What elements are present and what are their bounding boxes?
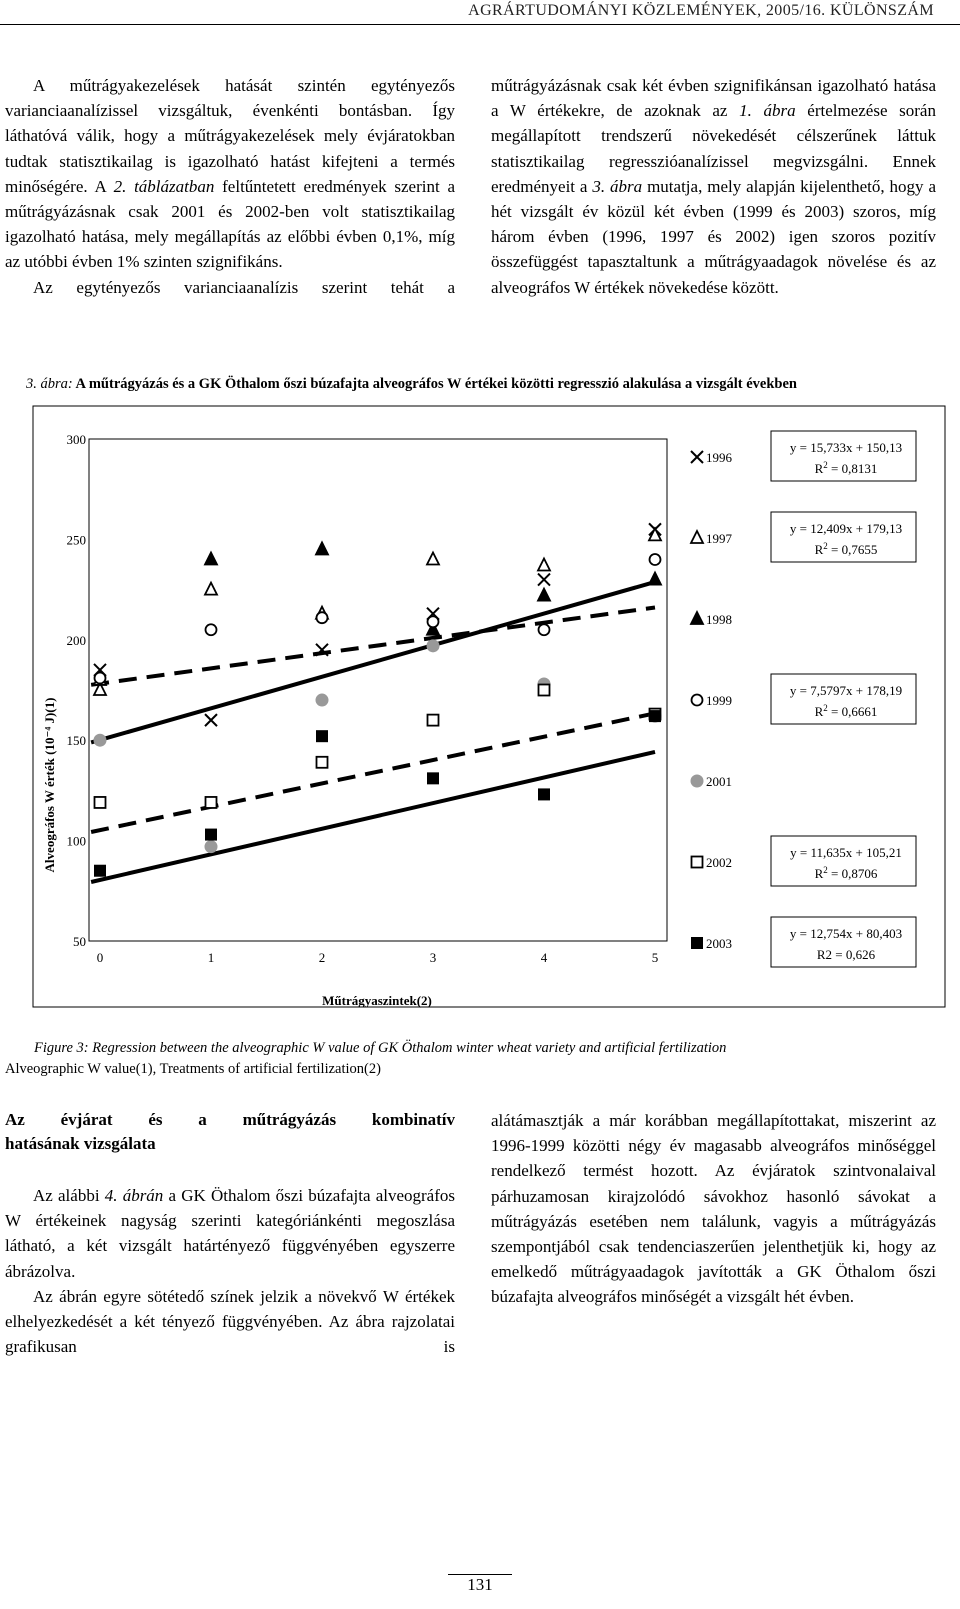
y-tick-label-250: 250 <box>66 532 86 548</box>
data-point-2002-4 <box>539 685 550 696</box>
data-point-2003-1 <box>205 829 217 841</box>
data-point-2001-1-shape <box>205 841 217 853</box>
header-rule <box>0 24 960 25</box>
data-point-1996-1 <box>205 714 217 726</box>
data-point-2001-0 <box>94 734 106 746</box>
paragraph-1-text: A műtrágyakezelések hatását szintén egytényezős varianciaanalízissel vizsgáltuk, évenkénti bontásban. Így láthatóvá válik, hogy a műtrágyakezelések mely évjáratokban tudtak statisztikailag is igazolható hatást kifejteni a termés minőségére. A <box>5 76 455 196</box>
legend-marker-1996-shape <box>691 451 703 463</box>
trendline-1999 <box>91 607 655 684</box>
left-column-bottom <box>5 1183 455 1359</box>
data-point-1999-3 <box>428 616 439 627</box>
paragraph-3-text-b: értelmezése során megállapított trendszerű növekedését célszerűnek láttuk statisztikailag regresszióanalízissel megvizsgálni. Ennek eredményeit a <box>491 101 936 196</box>
legend-marker-1998 <box>691 612 703 624</box>
data-point-2001-2 <box>316 694 328 706</box>
legend-label-1997: 1997 <box>706 531 732 546</box>
data-point-1999-0 <box>95 672 106 683</box>
data-point-2001-2-shape <box>316 694 328 706</box>
y-tick-label-300: 300 <box>66 432 86 447</box>
x-tick-label-3: 3 <box>429 950 437 965</box>
table-reference: 2. táblázatban <box>113 176 215 196</box>
data-point-1997-2-shape <box>205 583 217 595</box>
equation-1997: y = 12,409x + 179,13 <box>789 521 903 536</box>
data-point-1997-2 <box>205 583 217 595</box>
legend-marker-2001 <box>691 775 703 787</box>
data-point-1999-1 <box>206 624 217 635</box>
data-point-2003-2 <box>316 730 328 742</box>
legend-label-1999: 1999 <box>706 693 732 708</box>
paragraph-4-text-a: Az alábbi <box>33 1186 105 1205</box>
y-tick-label-200: 200 <box>66 632 86 648</box>
data-point-1998-0 <box>205 552 217 564</box>
x-tick-label-1: 1 <box>207 950 215 965</box>
equation-1996: y = 15,733x + 150,13 <box>789 440 903 455</box>
data-point-2003-5-shape <box>649 710 661 722</box>
data-point-1998-3 <box>538 589 550 601</box>
data-point-2003-3-shape <box>427 772 439 784</box>
data-point-2002-1-shape <box>206 797 217 808</box>
legend-marker-1997-shape <box>691 531 703 543</box>
data-point-1998-4 <box>649 573 661 585</box>
data-point-1996-4 <box>538 574 550 586</box>
data-point-1997-4 <box>427 552 439 564</box>
paragraph-3-text-a: műtrágyázásnak csak két évben szignifikánsan igazolható hatása a W értékekre, de azoknak az <box>491 76 936 121</box>
paragraph-5: Az ábrán egyre sötétedő színek jelzik a növekvő W értékek elhelyezkedését a két tényező függvényében. Az ábra rajzolatai grafikusan is <box>5 1286 455 1357</box>
legend-marker-1999 <box>692 695 703 706</box>
data-point-2003-0 <box>94 865 106 877</box>
data-point-2002-2 <box>317 757 328 768</box>
y-tick-label-50: 50 <box>73 934 86 949</box>
legend-marker-2002 <box>692 857 703 868</box>
paragraph-1 <box>5 73 455 275</box>
x-tick-label-2: 2 <box>318 950 326 965</box>
legend-label-2003: 2003 <box>706 936 732 951</box>
legend-marker-2002-shape <box>692 857 703 868</box>
data-point-1997-5-shape <box>538 559 550 571</box>
equation-1999: y = 7,5797x + 178,19 <box>789 683 903 698</box>
data-point-2003-5 <box>649 710 661 722</box>
r-squared-1999: $R^2 = 0,6661$ <box>814 703 878 719</box>
y-tick-label-100: 100 <box>66 833 86 849</box>
left-column-top <box>5 73 455 300</box>
data-point-1999-4 <box>539 624 550 635</box>
equation-2002: y = 11,635x + 105,21 <box>790 845 902 860</box>
figure-reference-3: 3. ábra <box>592 176 643 196</box>
data-point-1999-0-shape <box>95 672 106 683</box>
data-point-2003-4-shape <box>538 788 550 800</box>
section-title-line-1: Az évjárat és a műtrágyázás kombinatív <box>5 1110 455 1129</box>
r-squared-1996: $R^2 = 0,8131$ <box>814 460 878 476</box>
data-point-1997-4-shape <box>427 552 439 564</box>
data-point-2003-0-shape <box>94 865 106 877</box>
r-squared-2003: R2 = 0,626 <box>816 947 876 962</box>
figure-caption-en-legend: Alveographic W value(1), Treatments of artificial fertilization(2) <box>5 1061 381 1077</box>
x-axis-label: Műtrágyaszintek(2) <box>322 993 432 1008</box>
data-point-1998-1-shape <box>316 542 328 554</box>
r-squared-2002: $R^2 = 0,8706$ <box>814 865 878 881</box>
figure-reference-1: 1. ábra <box>739 101 796 121</box>
right-column-top <box>491 73 936 300</box>
section-title <box>5 1108 455 1156</box>
paragraph-3 <box>491 73 936 300</box>
paragraph-1-rest: feltűntetett eredmények szerint a műtrágyázásnak csak 2001 és 2002-ben volt statisztikailag igazolható hatása, mely megállapítás az előbbi évben 0,1%, míg az utóbbi évben 1% szinten szignifikáns. <box>5 176 456 272</box>
plot-area <box>89 439 667 941</box>
x-tick-label-4: 4 <box>540 950 548 965</box>
legend-marker-2003-shape <box>691 937 703 949</box>
data-point-1999-5-shape <box>650 554 661 565</box>
r-squared-1997: $R^2 = 0,7655$ <box>814 541 878 557</box>
data-point-2002-3-shape <box>428 715 439 726</box>
data-point-1999-1-shape <box>206 624 217 635</box>
data-point-1999-2 <box>317 612 328 623</box>
data-point-2002-4-shape <box>539 685 550 696</box>
data-point-2001-1 <box>205 841 217 853</box>
data-point-1999-3-shape <box>428 616 439 627</box>
running-header <box>0 0 960 30</box>
data-point-1999-5 <box>650 554 661 565</box>
y-tick-label-150: 150 <box>66 733 86 749</box>
journal-title: AGRÁRTUDOMÁNYI KÖZLEMÉNYEK, 2005/16. KÜLÖNSZÁM <box>468 2 934 19</box>
data-point-1999-2-shape <box>317 612 328 623</box>
data-point-2003-2-shape <box>316 730 328 742</box>
data-point-2002-1 <box>206 797 217 808</box>
x-tick-label-5: 5 <box>651 950 659 965</box>
trendline-1996 <box>91 582 655 742</box>
data-point-1996-4-shape <box>538 574 550 586</box>
data-point-2003-1-shape <box>205 829 217 841</box>
data-point-2002-0-shape <box>95 797 106 808</box>
legend-marker-2003 <box>691 937 703 949</box>
data-point-2001-3-shape <box>427 640 439 652</box>
legend-label-1998: 1998 <box>706 612 732 627</box>
legend-label-2002: 2002 <box>706 855 732 870</box>
data-point-2001-3 <box>427 640 439 652</box>
section-title-line-2: hatásának vizsgálata <box>5 1134 156 1153</box>
data-point-1999-4-shape <box>539 624 550 635</box>
figure-title: A műtrágyázás és a GK Öthalom őszi búzafajta alveográfos W értékei közötti regresszió alakulása a vizsgált években <box>72 376 797 392</box>
data-point-2002-2-shape <box>317 757 328 768</box>
legend-marker-1999-shape <box>692 695 703 706</box>
legend-label-2001: 2001 <box>706 774 732 789</box>
paragraph-4-text-b: a GK Öthalom őszi búzafajta alveográfos W értékeinek nagyság szerinti kategóriánkénti megoszlása látható, a két vizsgált határtényező függvényében egyszerre ábrázolva. <box>5 1186 456 1281</box>
legend-marker-1997 <box>691 531 703 543</box>
figure-caption-en: Figure 3: Regression between the alveographic W value of GK Öthalom winter wheat variety and artificial fertilization <box>34 1040 727 1056</box>
data-point-1998-0-shape <box>205 552 217 564</box>
equation-2003: y = 12,754x + 80,403 <box>789 926 903 941</box>
x-tick-label-0: 0 <box>96 950 104 965</box>
data-point-1997-5 <box>538 559 550 571</box>
legend-label-1996: 1996 <box>706 450 732 465</box>
page-number: 131 <box>467 1575 493 1594</box>
paragraph-4 <box>5 1183 455 1284</box>
paragraph-6: alátámasztják a már korábban megállapítottakat, miszerint az 1996-1999 közötti négy év magasabb alveográfos minőséggel rendelkező termést hozott. Az évjáratok szintvonalaival párhuzamosan kirajzolódó sávokhoz hasonló sávokat a műtrágyázás esetében nem találunk, vagyis a műtrágyázás szempontjából csak tendenciaszerűen jelenthetjük ki, hogy az emelkedő műtrágyaadagok javították a GK Öthalom őszi búzafajta alveográfos minőségét a vizsgált hét évben. <box>491 1111 936 1307</box>
data-point-1996-1-shape <box>205 714 217 726</box>
figure-number: 3. ábra: <box>26 376 73 392</box>
data-point-2003-4 <box>538 788 550 800</box>
y-axis-label: Alveográfos W érték (10⁻⁴ J)(1) <box>42 697 57 873</box>
data-point-2001-0-shape <box>94 734 106 746</box>
data-point-2003-3 <box>427 772 439 784</box>
figure-reference-4: 4. ábrán <box>104 1186 164 1205</box>
legend-marker-1998-shape <box>691 612 703 624</box>
data-point-1998-4-shape <box>649 573 661 585</box>
right-column-bottom <box>491 1108 936 1310</box>
data-point-2002-0 <box>95 797 106 808</box>
data-point-2002-3 <box>428 715 439 726</box>
legend-marker-2001-shape <box>691 775 703 787</box>
legend-marker-1996 <box>691 451 703 463</box>
paragraph-3-text-c: mutatja, mely alapján kijelenthető, hogy a hét vizsgált év közül két évben (1999 és 2003) szoros, míg három évben (1996, 1997 és 2002) igen szoros pozitív összefüggést tapasztaltunk a műtrágyaadagok növelése és az alveográfos W értékek növekedése között. <box>491 176 936 297</box>
data-point-1998-3-shape <box>538 589 550 601</box>
regression-chart <box>0 380 960 1020</box>
paragraph-2: Az egytényezős varianciaanalízis szerint tehát a <box>33 277 455 297</box>
data-point-1998-1 <box>316 542 328 554</box>
